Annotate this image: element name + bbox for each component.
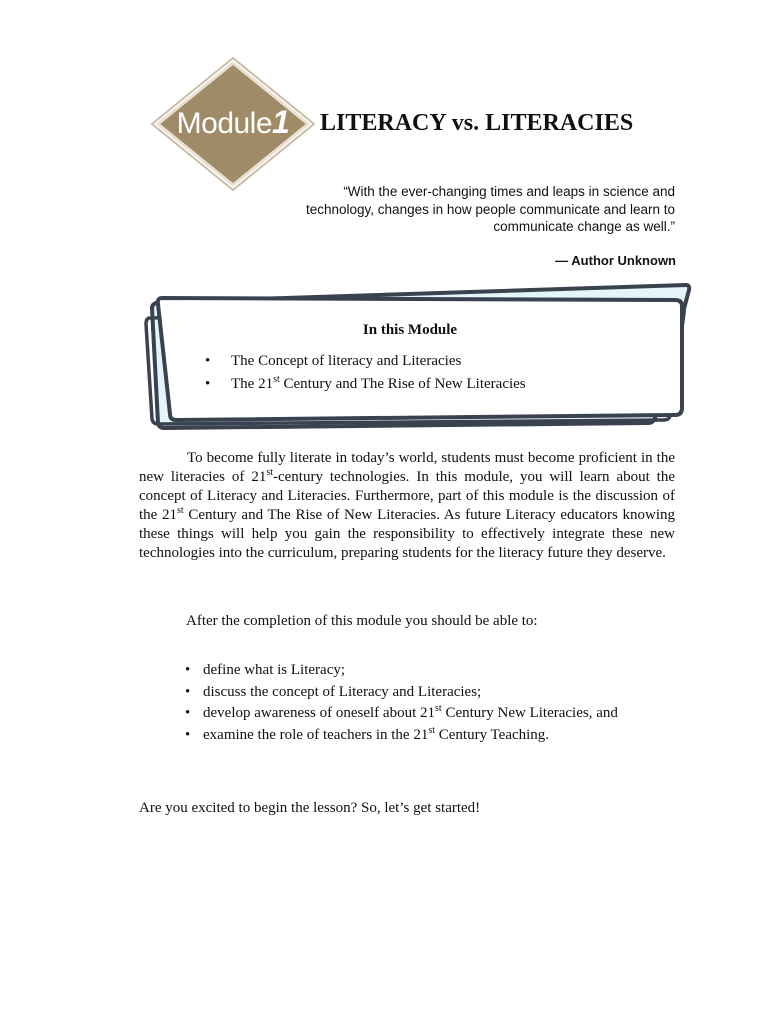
intro-paragraph: To become fully literate in today’s world, students must become proficient in the new literacies of 21st-century technologies. In this module, you will learn about the concept of Literacy and Literacies. Furthermore, part of this module is the discussion of the 21st Century and The Rise of New Literacies. As future Literacy educators knowing these things will help you gain the responsibility to effectively integrate these new technologies into the curriculum, preparing students for the literacy future they deserve. [139,450,676,561]
bullet-icon: • [205,353,211,369]
closing-line: Are you excited to begin the lesson? So, let’s get started! [139,800,481,816]
bullet-icon: • [185,705,191,721]
quote-author: — Author Unknown [555,253,676,268]
bullet-icon: • [185,662,191,678]
list-item: • discuss the concept of Literacy and Literacies; [185,682,618,704]
bullet-icon: • [185,726,191,743]
module-topics-list [205,350,526,396]
quote-line: technology, changes in how people communicate and learn to [306,201,675,217]
list-item: • examine the role of teachers in the 21st Century Teaching. [185,725,618,747]
bullet-icon: • [205,376,211,392]
bullet-icon: • [185,683,191,700]
list-item: • The Concept of literacy and Literacies [205,350,526,373]
list-item: • The 21st Century and The Rise of New Literacies [205,373,526,396]
module-badge-label: Module1 [176,104,290,140]
list-item: • develop awareness of oneself about 21st Century New Literacies, and [185,703,618,725]
page-title: LITERACY vs. LITERACIES [320,110,634,136]
list-item: • define what is Literacy; [185,660,618,682]
objectives-heading: After the completion of this module you should be able to: [186,613,538,629]
quote-line: communicate change as well.” [493,219,675,234]
quote-line: “With the ever-changing times and leaps in science and [343,184,675,199]
module-box-heading: In this Module [362,322,458,338]
objectives-list [185,660,618,746]
epigraph-quote [300,183,675,236]
